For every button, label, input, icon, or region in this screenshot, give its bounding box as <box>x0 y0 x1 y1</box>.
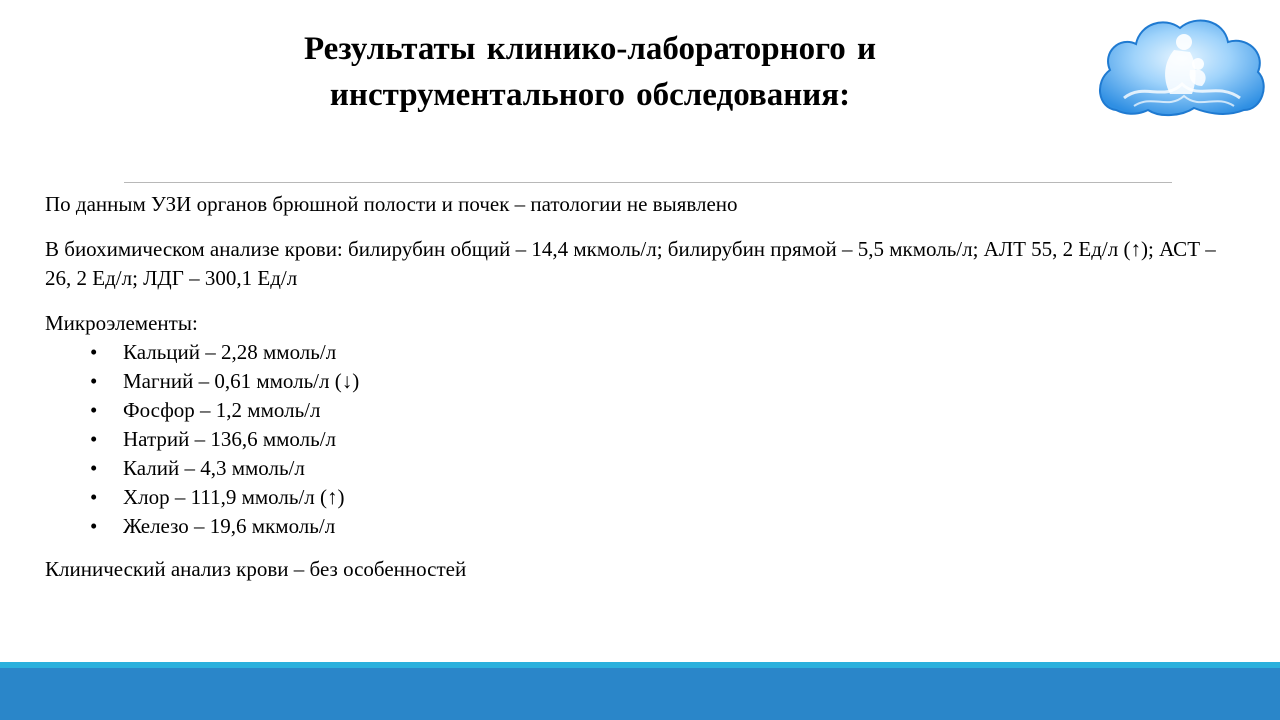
bullet-icon: • <box>90 340 98 364</box>
clinical-paragraph: Клинический анализ крови – без особенностей <box>45 557 467 581</box>
list-item-text: Кальций – 2,28 ммоль/л <box>123 340 337 364</box>
bullet-icon: • <box>90 427 98 451</box>
slide-title-line-1: Результаты клинико-лабораторного и <box>303 31 877 67</box>
list-item-text: Фосфор – 1,2 ммоль/л <box>123 398 321 422</box>
list-item-text: Магний – 0,61 ммоль/л (↓) <box>123 369 360 393</box>
footer-bar <box>0 668 1280 720</box>
list-item-text: Железо – 19,6 мкмоль/л <box>123 514 336 538</box>
list-item-text: Калий – 4,3 ммоль/л <box>123 456 305 480</box>
bullet-icon: • <box>90 369 98 393</box>
biochem-paragraph: В биохимическом анализе крови: билирубин общий – 14,4 мкмоль/л; билирубин прямой – 5,5 мкмоль/л; АЛТ 55, 2 Ед/л (↑); АСТ – 26, 2 Ед/л; ЛДГ – 300,1 Ед/л <box>45 237 1216 290</box>
uzi-paragraph: По данным УЗИ органов брюшной полости и почек – патологии не выявлено <box>45 192 738 216</box>
list-item-text: Хлор – 111,9 ммоль/л (↑) <box>123 485 345 509</box>
list-item <box>45 483 1235 512</box>
slide-title-line-2: инструментального обследования: <box>329 77 851 113</box>
bullet-icon: • <box>90 456 98 480</box>
list-item <box>45 425 1235 454</box>
bullet-icon: • <box>90 485 98 509</box>
micro-heading: Микроэлементы: <box>45 311 198 335</box>
list-item <box>45 512 1235 541</box>
bullet-icon: • <box>90 398 98 422</box>
bullet-icon: • <box>90 514 98 538</box>
list-item-text: Натрий – 136,6 ммоль/л <box>123 427 337 451</box>
slide-title <box>180 26 1000 118</box>
mother-child-cloud-logo-icon <box>1094 12 1268 124</box>
list-item <box>45 367 1235 396</box>
list-item <box>45 396 1235 425</box>
slide-body <box>45 190 1235 584</box>
title-divider <box>124 182 1172 183</box>
list-item <box>45 454 1235 483</box>
list-item <box>45 338 1235 367</box>
micro-list <box>45 338 1235 541</box>
